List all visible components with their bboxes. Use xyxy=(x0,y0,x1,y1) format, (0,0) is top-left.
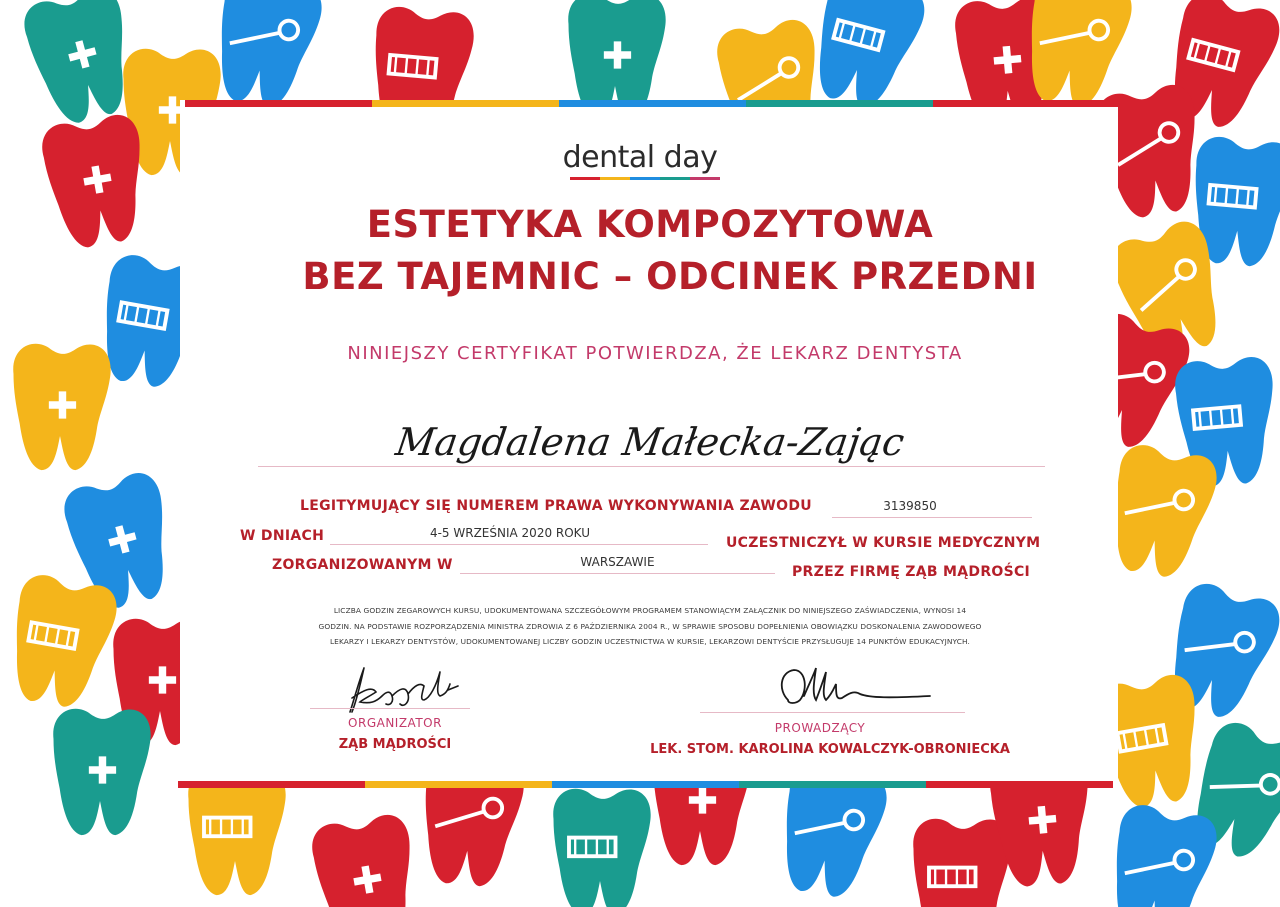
fineprint-line-2: GODZIN. NA PODSTAWIE ROZPORZĄDZENIA MINISTRA ZDROWIA Z 6 PAŹDZIERNIKA 2004 R., W SPRAWIE SPOSOBU DOPEŁNIENIA OBOWIĄZKU DOSKONALENIA ZAWODOWEGO xyxy=(318,621,982,631)
course-hours-fineprint xyxy=(240,603,1060,650)
certificate-statement: NINIEJSZY CERTYFIKAT POTWIERDZA, ŻE LEKARZ DENTYSTA xyxy=(347,343,963,364)
leader-signature-line xyxy=(700,712,965,713)
location-line xyxy=(460,573,775,574)
tooth-icon xyxy=(3,572,121,713)
recipient-name-line xyxy=(258,466,1045,467)
location-value: WARSZAWIE xyxy=(580,555,655,569)
organizer-signature xyxy=(330,650,480,720)
license-label: LEGITYMUJĄCY SIĘ NUMEREM PRAWA WYKONYWANIA ZAWODU xyxy=(300,498,812,514)
organizer-role: ORGANIZATOR xyxy=(348,716,442,730)
license-number-line xyxy=(832,517,1032,518)
participated-label: UCZESTNICZYŁ W KURSIE MEDYCZNYM xyxy=(726,535,1041,551)
dates-label: W DNIACH xyxy=(240,528,325,544)
recipient-name: Magdalena Małecka-Zając xyxy=(393,420,907,464)
logo-underline xyxy=(570,177,720,180)
course-title-line-2: BEZ TAJEMNIC – ODCINEK PRZEDNI xyxy=(302,255,1038,298)
color-stripe-bottom xyxy=(178,781,1113,788)
leader-name: LEK. STOM. KAROLINA KOWALCZYK-OBRONIECKA xyxy=(650,742,1010,757)
tooth-icon xyxy=(553,789,650,907)
leader-role: PROWADZĄCY xyxy=(774,721,866,735)
leader-signature xyxy=(770,660,940,720)
by-company-label: PRZEZ FIRMĘ ZĄB MĄDROŚCI xyxy=(792,564,1031,580)
fineprint-line-3: LEKARZY I LEKARZY DENTYSTÓW, UDOKUMENTOWANEJ LICZBY GODZIN UCZESTNICTWA W KURSIE, LEKARZOWI DENTYŚCIE PRZYSŁUGUJE 14 PUNKTÓW EDUKACYJNYCH. xyxy=(329,637,971,646)
color-stripe-top xyxy=(185,100,1120,107)
fineprint-line-1: LICZBA GODZIN ZEGAROWYCH KURSU, UDOKUMENTOWANA SZCZEGÓŁOWYM PROGRAMEM STANOWIĄCYM ZAŁĄCZNIK DO NINIEJSZEGO ZAŚWIADCZENIA, WYNOSI 14 xyxy=(333,606,967,615)
tooth-icon xyxy=(913,819,1010,907)
organized-label: ZORGANIZOWANYM W xyxy=(272,557,453,573)
tooth-icon xyxy=(53,709,150,835)
tooth-icon xyxy=(1103,802,1221,907)
tooth-icon xyxy=(308,811,426,907)
organizer-name: ZĄB MĄDROŚCI xyxy=(338,737,452,752)
license-number: 3139850 xyxy=(883,499,937,513)
dental-day-logo: dental day xyxy=(562,140,718,175)
organizer-signature-line xyxy=(310,708,470,709)
tooth-icon xyxy=(803,0,930,116)
course-title-line-1: ESTETYKA KOMPOZYTOWA xyxy=(366,203,934,246)
tooth-icon xyxy=(208,0,326,113)
dates-value: 4-5 WRZEŚNIA 2020 ROKU xyxy=(429,526,591,540)
dates-line xyxy=(330,544,708,545)
